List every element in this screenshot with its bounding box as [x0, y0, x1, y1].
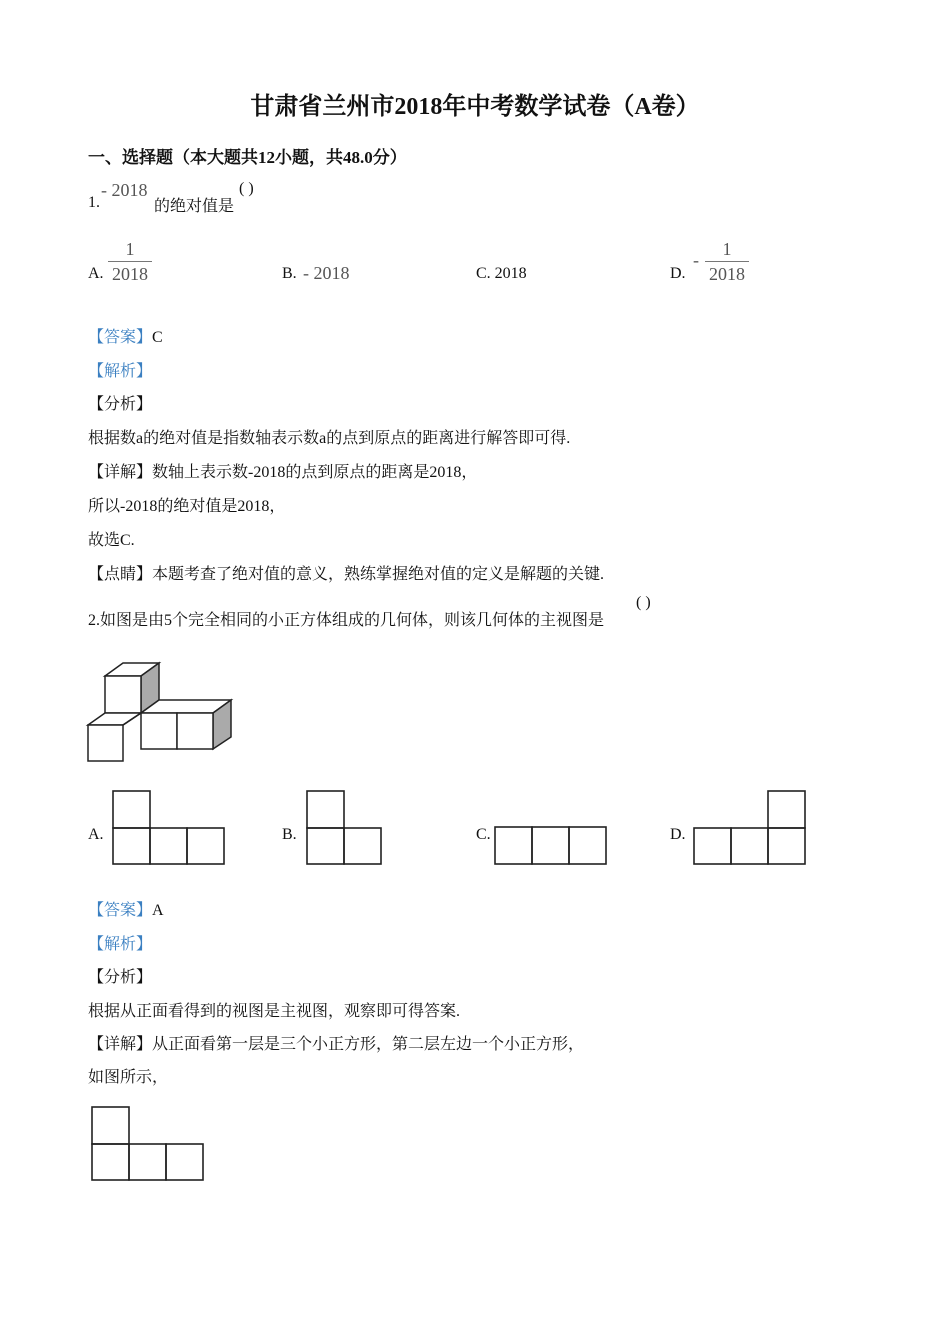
- page-title: 甘肃省兰州市2018年中考数学试卷（A卷）: [250, 94, 700, 120]
- q2-detail-line-2: 如图所示，: [88, 1069, 169, 1086]
- q2-option-d-figure: [693, 790, 808, 866]
- q2-detail-line-1: [88, 1031, 584, 1054]
- q1-fenxi-text: 根据数a的绝对值是指数轴表示数a的点到原点的距离进行解答即可得.: [88, 430, 571, 447]
- answer-value: A: [152, 902, 164, 919]
- q1-option-a-fraction: [108, 238, 152, 285]
- fraction-bar: [108, 261, 152, 262]
- q2-cube-figure: [86, 660, 236, 765]
- q2-option-a-figure: [112, 790, 227, 866]
- q1-option-d-fraction: [705, 238, 749, 285]
- q1-expression: - 2018: [101, 180, 148, 200]
- detail-tag: 【详解】: [88, 1036, 153, 1053]
- q1-analysis-tag: 【解析】: [88, 363, 153, 380]
- q1-option-c: C. 2018: [476, 265, 527, 282]
- q2-option-b-figure: [306, 790, 386, 866]
- q1-option-a-denominator: 2018: [112, 264, 148, 284]
- q2-option-b-label: B.: [282, 826, 297, 843]
- q1-number: 1.: [88, 194, 100, 211]
- q1-detail-line-3: 故选C.: [88, 532, 135, 549]
- q1-fenxi-tag: 【分析】: [88, 396, 153, 413]
- q1-option-a-numerator: 1: [125, 239, 135, 259]
- q1-stem: 的绝对值是: [154, 198, 235, 215]
- answer-value: C: [152, 329, 163, 346]
- q1-option-b-value: - 2018: [303, 263, 350, 283]
- q1-option-b-label: B.: [282, 265, 297, 282]
- section-heading: 一、选择题（本大题共12小题，共48.0分）: [88, 148, 407, 167]
- comment-tag: 【点睛】: [88, 566, 153, 583]
- q2-stem: 2.如图是由5个完全相同的小正方体组成的几何体，则该几何体的主视图是: [88, 612, 605, 629]
- q1-paren: ( ): [239, 180, 254, 197]
- q2-option-d-label: D.: [670, 826, 686, 843]
- q1-answer: [88, 324, 163, 347]
- q1-detail-line-2: 所以-2018的绝对值是2018，: [88, 498, 286, 515]
- q1-detail-line-1: [88, 459, 477, 482]
- q2-fenxi-tag: 【分析】: [88, 969, 153, 986]
- q1-option-d-denominator: 2018: [709, 264, 745, 284]
- detail-text: 数轴上表示数-2018的点到原点的距离是2018，: [152, 464, 478, 481]
- fraction-bar: [705, 261, 749, 262]
- q2-paren: ( ): [636, 594, 651, 611]
- detail-tag: 【详解】: [88, 464, 153, 481]
- q1-comment: [88, 561, 604, 584]
- answer-tag: 【答案】: [88, 902, 153, 919]
- q1-option-d-sign: -: [693, 250, 699, 270]
- q1-option-a-label: A.: [88, 265, 104, 282]
- q2-analysis-tag: 【解析】: [88, 936, 153, 953]
- q1-option-d-label: D.: [670, 265, 686, 282]
- q2-option-c-figure: [494, 826, 609, 866]
- detail-text: 从正面看第一层是三个小正方形，第二层左边一个小正方形，: [152, 1036, 585, 1053]
- q2-option-a-label: A.: [88, 826, 104, 843]
- q2-answer: [88, 897, 164, 920]
- q2-option-c-label: C.: [476, 826, 491, 843]
- q2-fenxi-text: 根据从正面看得到的视图是主视图，观察即可得答案.: [88, 1003, 461, 1020]
- q1-option-d-numerator: 1: [722, 239, 732, 259]
- answer-tag: 【答案】: [88, 329, 153, 346]
- q2-solution-figure: [91, 1106, 206, 1182]
- comment-text: 本题考查了绝对值的意义，熟练掌握绝对值的定义是解题的关键.: [152, 566, 605, 583]
